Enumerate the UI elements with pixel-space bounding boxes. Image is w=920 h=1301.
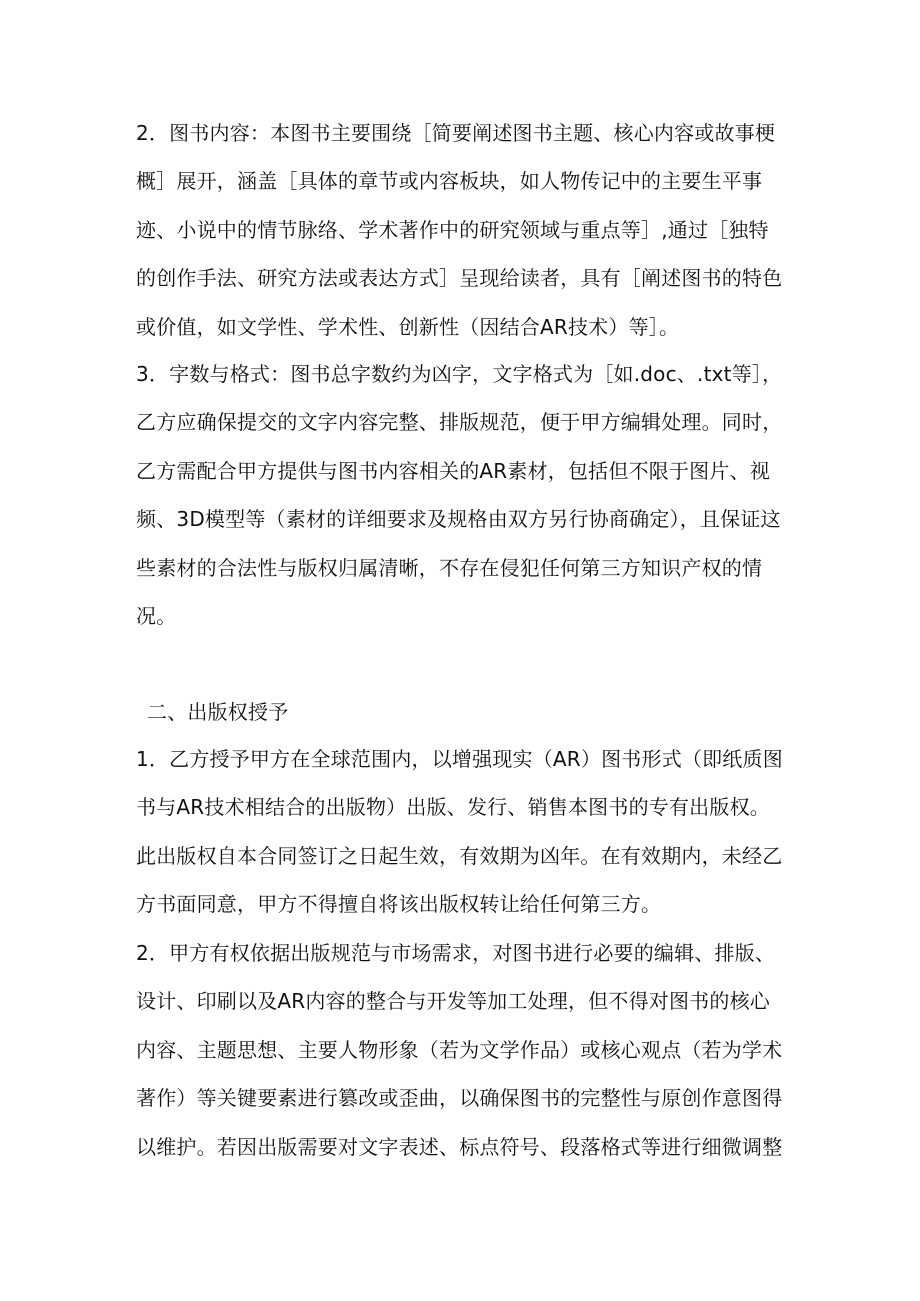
paragraph-editing-rights: 2．甲方有权依据出版规范与市场需求，对图书进行必要的编辑、排版、设计、印刷以及AR内容的整合与开发等加工处理，但不得对图书的核心内容、主题思想、主要人物形象（若为文学作品）或核心观点（若为学术著作）等关键要素进行篡改或歪曲，以确保图书的完整性与原创作意图得以维护。若因出版需要对文字表述、标点符号、段落格式等进行细微调整 bbox=[136, 941, 783, 1159]
paragraph-word-count-format: 3．字数与格式：图书总字数约为凶字，文字格式为［如.doc、.txt等］，乙方应确保提交的文字内容完整、排版规范，便于甲方编辑处理。同时，乙方需配合甲方提供与图书内容相关的AR素材，包括但不限于图片、视频、3D模型等（素材的详细要求及规格由双方另行协商确定），且保证这些素材的合法性与版权归属清晰，不存在侵犯任何第三方知识产权的情况。 bbox=[136, 362, 783, 629]
paragraph-exclusive-rights-grant: 1．乙方授予甲方在全球范围内，以增强现实（AR）图书形式（即纸质图书与AR技术相结合的出版物）出版、发行、销售本图书的专有出版权。此出版权自本合同签订之日起生效，有效期为凶年。在有效期内，未经乙方书面同意，甲方不得擅自将该出版权转让给任何第三方。 bbox=[136, 747, 783, 917]
section-heading-publishing-rights: 二、出版权授予 bbox=[147, 700, 289, 724]
paragraph-book-content: 2．图书内容：本图书主要围绕［简要阐述图书主题、核心内容或故事梗概］展开，涵盖［具体的章节或内容板块，如人物传记中的主要生平事迹、小说中的情节脉络、学术著作中的研究领域与重点等］,通过［独特的创作手法、研究方法或表达方式］呈现给读者，具有［阐述图书的特色或价值，如文学性、学术性、创新性（因结合AR技术）等］。 bbox=[136, 121, 783, 339]
